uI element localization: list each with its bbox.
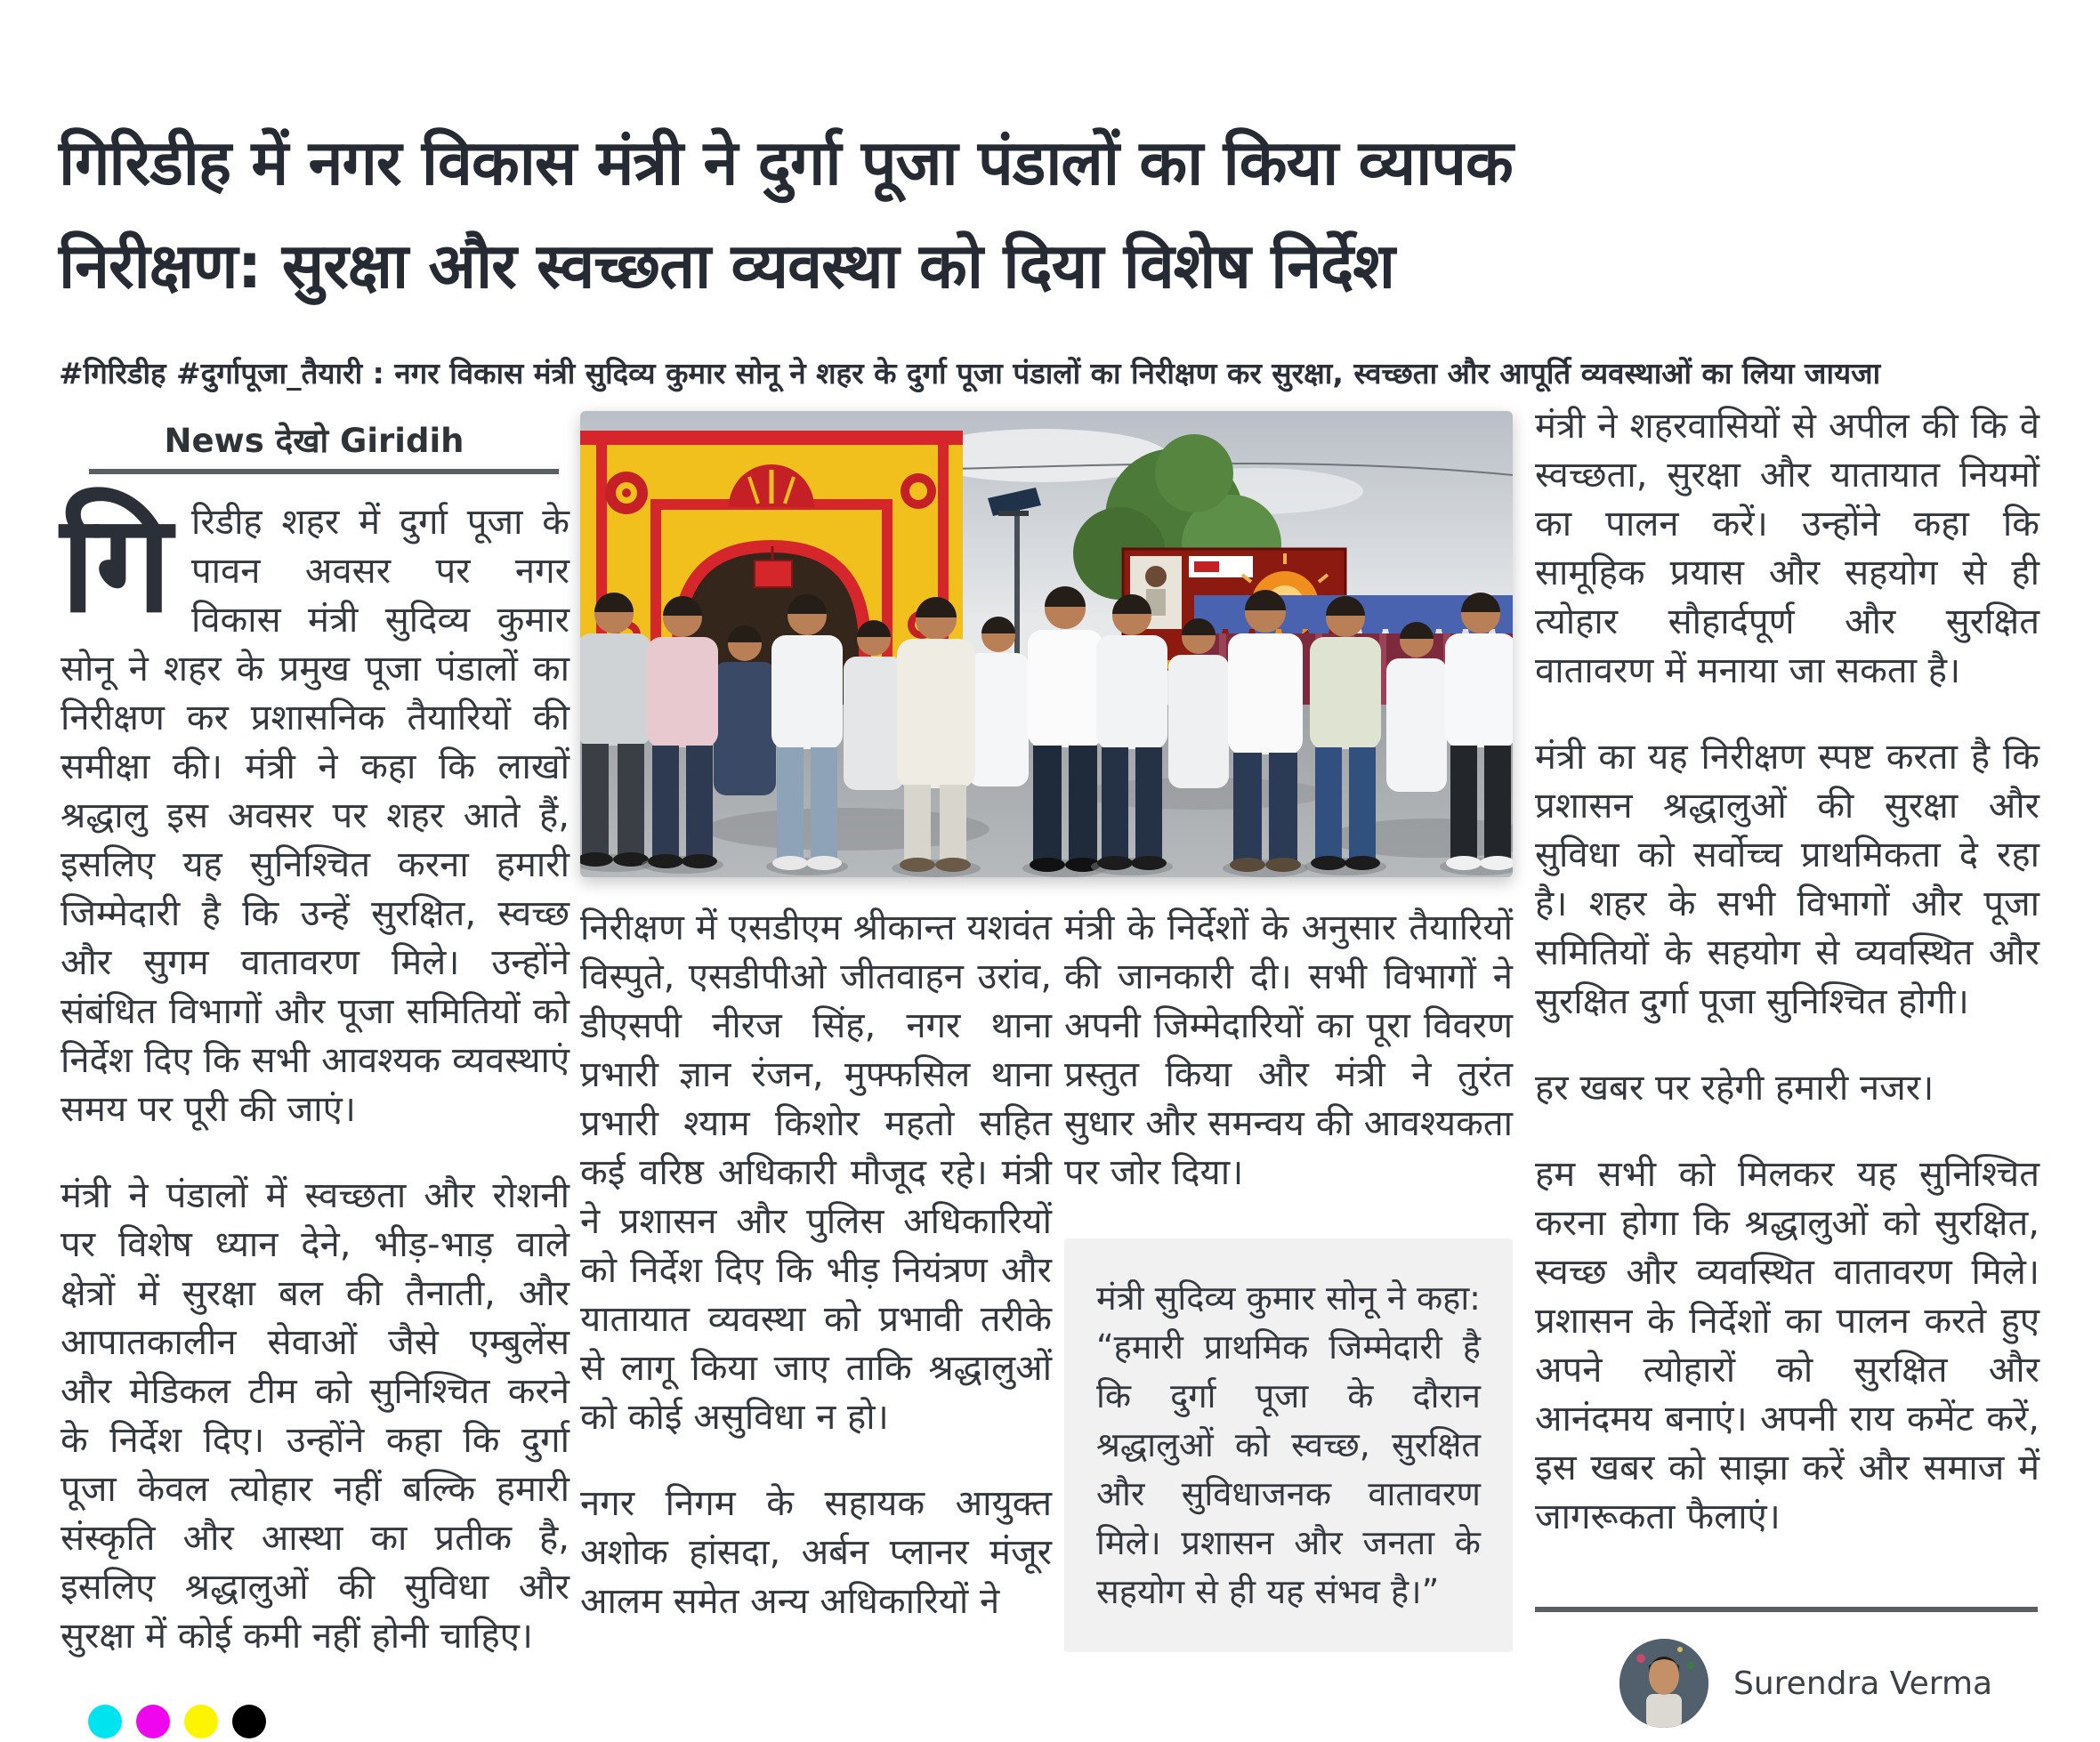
black-dot xyxy=(232,1705,266,1738)
tagline: हर खबर पर रहेगी हमारी नजर। xyxy=(1535,1068,1934,1109)
left-paragraph-1 xyxy=(61,485,569,1134)
brand-kicker: News देखो Giridih xyxy=(164,422,464,460)
left-paragraph-1-text: रिडीह शहर में दुर्गा पूजा के पावन अवसर पर नगर विकास मंत्री सुदिव्य कुमार सोनू ने शहर के प्रमुख पूजा पंडालों का निरीक्षण कर प्रशासनिक तैयारियों की समीक्षा की। मंत्री ने कहा कि लाखों श्रद्धालु इस अवसर पर शहर आते हैं, इसलिए यह सुनिश्चित करना हमारी जिम्मेदारी है कि उन्हें सुरक्षित, स्वच्छ और सुगम वातावरण मिले। उन्होंने संबंधित विभागों और पूजा समितियों को निर्देश दिए कि सभी आवश्यक व्यवस्थाएं समय पर पूरी की जाएं। xyxy=(61,502,569,1130)
author-avatar xyxy=(1619,1639,1708,1728)
column-2 xyxy=(580,904,1052,1664)
author-avatar-image xyxy=(1619,1639,1708,1728)
magenta-dot xyxy=(136,1705,170,1738)
print-registration-marks xyxy=(88,1705,266,1738)
column-2-paragraph-1: निरीक्षण में एसडीएम श्रीकान्त यशवंत विस्पुते, एसडीपीओ जीतवाहन उरांव, डीएसपी नीरज सिंह, नगर थाना प्रभारी ज्ञान रंजन, मुफ्फसिल थाना प्रभारी श्याम किशोर महतो सहित कई वरिष्ठ अधिकारी मौजूद रहे। मंत्री ने प्रशासन और पुलिस अधिकारियों को निर्देश दिए कि भीड़ नियंत्रण और यातायात व्यवस्था को प्रभावी तरीके से लागू किया जाए ताकि श्रद्धालुओं को कोई असुविधा न हो। xyxy=(580,907,1052,1438)
gate-medallion xyxy=(605,472,648,514)
gate-medallion xyxy=(901,473,936,509)
cyan-dot xyxy=(88,1705,122,1738)
headline-line-2: निरीक्षण: सुरक्षा और स्वच्छता व्यवस्था को दिया विशेष निर्देश xyxy=(59,229,1394,302)
gate-signboard xyxy=(755,561,792,587)
article-photo xyxy=(580,411,1513,877)
headline-line-1: गिरिडीह में नगर विकास मंत्री ने दुर्गा पूजा पंडालों का किया व्यापक xyxy=(59,125,1513,199)
article-subheadline: #गिरिडीह #दुर्गापूजा_तैयारी : नगर विकास मंत्री सुदिव्य कुमार सोनू ने शहर के दुर्गा पूजा पंडालों का निरीक्षण कर सुरक्षा, स्वच्छता और आपूर्ति व्यवस्थाओं का लिया जायजा xyxy=(59,356,1881,391)
byline xyxy=(1619,1639,1992,1728)
column-3 xyxy=(1064,904,1513,1235)
column-left xyxy=(61,485,569,1698)
minister-quote-box xyxy=(1064,1238,1513,1652)
right-paragraph-2: मंत्री का यह निरीक्षण स्पष्ट करता है कि प्रशासन श्रद्धालुओं की सुरक्षा और सुविधा को सर्वोच्च प्राथमिकता दे रहा है। शहर के सभी विभागों और पूजा समितियों के सहयोग से व्यवस्थित और सुरक्षित दुर्गा पूजा सुनिश्चित होगी। xyxy=(1535,737,2039,1022)
article-headline xyxy=(59,111,2052,318)
left-paragraph-2: मंत्री ने पंडालों में स्वच्छता और रोशनी पर विशेष ध्यान देने, भीड़-भाड़ वाले क्षेत्रों में सुरक्षा बल की तैनाती, और आपातकालीन सेवाओं जैसे एम्बुलेंस और मेडिकल टीम को सुनिश्चित करने के निर्देश दिए। उन्होंने कहा कि दुर्गा पूजा केवल त्योहार नहीं बल्कि हमारी संस्कृति और आस्था का प्रतीक है, इसलिए श्रद्धालुओं की सुविधा और सुरक्षा में कोई कमी नहीं होनी चाहिए। xyxy=(61,1175,569,1657)
column-right xyxy=(1535,402,2039,1579)
byline-divider xyxy=(1535,1607,2038,1612)
kicker-divider xyxy=(89,469,559,474)
yellow-dot xyxy=(184,1705,218,1738)
author-name: Surendra Verma xyxy=(1733,1665,1993,1702)
photo-illustration xyxy=(580,411,1513,877)
right-paragraph-1: मंत्री ने शहरवासियों से अपील की कि वे स्वच्छता, सुरक्षा और यातायात नियमों का पालन करें। उन्होंने कहा कि सामूहिक प्रयास और सहयोग से ही त्योहार सौहार्दपूर्ण और सुरक्षित वातावरण में मनाया जा सकता है। xyxy=(1535,406,2039,691)
minister-quote-text: मंत्री सुदिव्य कुमार सोनू ने कहा: “हमारी प्राथमिक जिम्मेदारी है कि दुर्गा पूजा के दौरान श्रद्धालुओं को स्वच्छ, सुरक्षित और सुविधाजनक वातावरण मिले। प्रशासन और जनता के सहयोग से ही यह संभव है।” xyxy=(1096,1278,1481,1611)
column-3-paragraph-1: मंत्री के निर्देशों के अनुसार तैयारियों की जानकारी दी। सभी विभागों ने अपनी जिम्मेदारियों का पूरा विवरण प्रस्तुत किया और मंत्री ने तुरंत सुधार और समन्वय की आवश्यकता पर जोर दिया। xyxy=(1064,907,1513,1193)
right-paragraph-3: हम सभी को मिलकर यह सुनिश्चित करना होगा कि श्रद्धालुओं को सुरक्षित, स्वच्छ और व्यवस्थित वातावरण मिले। प्रशासन के निर्देशों का पालन करते हुए अपने त्योहारों को सुरक्षित और आनंदमय बनाएं। अपनी राय कमेंट करें, इस खबर को साझा करें और समाज में जागरूकता फैलाएं। xyxy=(1535,1154,2039,1537)
drop-cap: गि xyxy=(61,485,172,642)
column-2-paragraph-2: नगर निगम के सहायक आयुक्त अशोक हांसदा, अर्बन प्लानर मंजूर आलम समेत अन्य अधिकारियों ने xyxy=(580,1483,1052,1622)
